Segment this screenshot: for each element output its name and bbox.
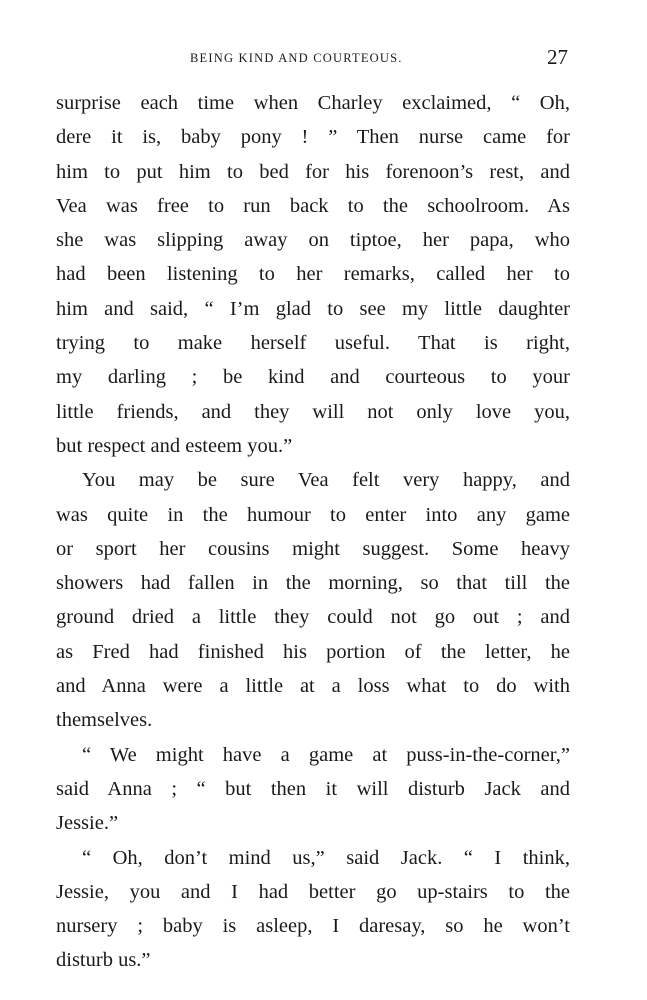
text-line: and Anna were a little at a loss what to do with [56, 675, 570, 698]
text-line: ground dried a little they could not go out ; and [56, 606, 570, 629]
text-line: surprise each time when Charley exclaimed, “ Oh, [56, 92, 570, 114]
text-line: Jessie, you and I had better go up-stairs to the [56, 880, 570, 903]
text-line: him and said, “ I’m glad to see my little daughter [56, 297, 570, 320]
text-line: Jessie.” [56, 812, 119, 835]
text-line: was quite in the humour to enter into any game [56, 503, 570, 526]
text-line: had been listening to her remarks, called her to [56, 263, 570, 286]
text-line: nursery ; baby is asleep, I daresay, so he won’t [56, 915, 570, 938]
page-number: 27 [547, 45, 568, 69]
text-line: him to put him to bed for his forenoon’s rest, and [56, 160, 570, 183]
text-line: little friends, and they will not only love you, [56, 400, 570, 423]
text-line: or sport her cousins might suggest. Some heavy [56, 537, 570, 560]
text-line: but respect and esteem you.” [56, 434, 293, 457]
text-line: “ We might have a game at puss-in-the-corner,” [82, 743, 570, 766]
body-text [56, 86, 570, 978]
text-line: “ Oh, don’t mind us,” said Jack. “ I think, [82, 846, 570, 869]
text-line: themselves. [56, 709, 153, 732]
text-line: my darling ; be kind and courteous to your [56, 366, 570, 389]
text-line: said Anna ; “ but then it will disturb Jack and [56, 777, 570, 800]
text-line: dere it is, baby pony ! ” Then nurse came for [56, 126, 570, 149]
text-line: showers had fallen in the morning, so that till the [56, 572, 570, 595]
text-line: trying to make herself useful. That is right, [56, 332, 570, 355]
text-line: she was slipping away on tiptoe, her papa, who [56, 229, 570, 252]
text-line: as Fred had finished his portion of the letter, he [56, 640, 570, 663]
text-line: Vea was free to run back to the schoolroom. As [56, 194, 570, 217]
text-line: disturb us.” [56, 949, 151, 972]
running-head: BEING KIND AND COURTEOUS. [190, 51, 403, 65]
text-line: You may be sure Vea felt very happy, and [82, 469, 570, 492]
